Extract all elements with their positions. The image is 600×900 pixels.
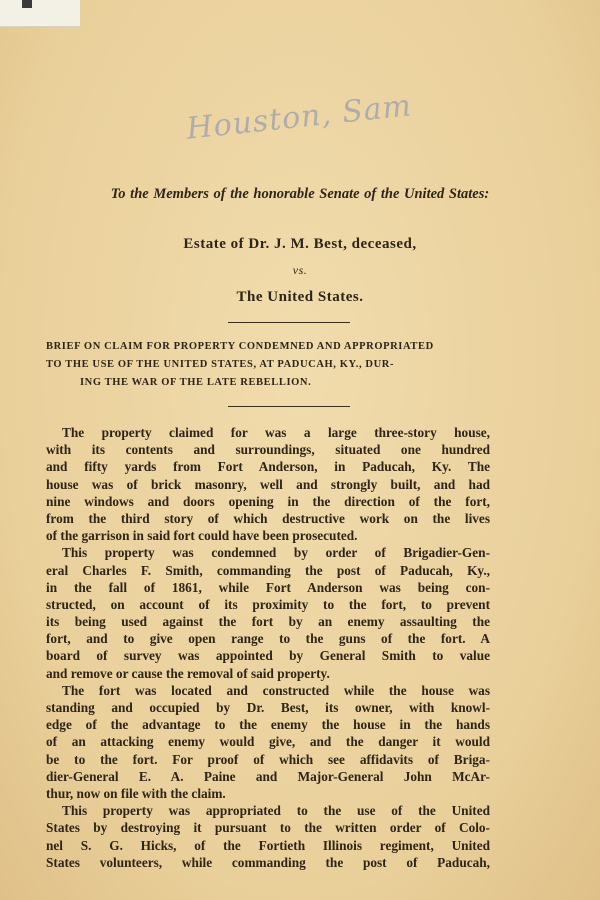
body-line: and fifty yards from Fort Anderson, in Paducah, Ky. The: [46, 459, 490, 475]
divider-rule-bottom: [228, 406, 350, 407]
body-line: States volunteers, while commanding the post of Paducah,: [46, 854, 490, 870]
salutation: To the Members of the honorable Senate of the United States:: [110, 186, 490, 202]
body-line: This property was appropriated to the use of the United: [62, 803, 490, 819]
body-line: This property was condemned by order of Brigadier-Gen-: [62, 545, 490, 561]
body-line: States by destroying it pursuant to the written order of Colo-: [46, 820, 490, 836]
body-line: nine windows and doors opening in the direction of the fort,: [46, 493, 490, 509]
body-line: edge of the advantage to the enemy the house in the hands: [46, 717, 490, 733]
body-line: of the garrison in said fort could have been prosecuted.: [46, 528, 358, 544]
body-line: of an attacking enemy would give, and the danger it would: [46, 734, 490, 750]
body-line: thur, now on file with the claim.: [46, 785, 226, 801]
handwritten-annotation: Houston, Sam: [184, 88, 414, 147]
body-line: in the fall of 1861, while Fort Anderson was being con-: [46, 579, 490, 595]
corner-mark: [22, 0, 32, 8]
brief-line: BRIEF ON CLAIM FOR PROPERTY CONDEMNED AND APPROPRIATED: [46, 341, 434, 352]
body-line: board of survey was appointed by General Smith to value: [46, 648, 490, 664]
body-line: be to the fort. For proof of which see affidavits of Briga-: [46, 751, 490, 767]
body-line: its being used against the fort by an enemy assaulting the: [46, 614, 490, 630]
body-line: house was of brick masonry, well and strongly built, and had: [46, 476, 490, 492]
divider-rule-top: [228, 322, 350, 323]
body-line: The property claimed for was a large three-story house,: [62, 425, 490, 440]
body-line: standing and occupied by Dr. Best, its owner, with knowl-: [46, 700, 490, 715]
body-line: and remove or cause the removal of said property.: [46, 665, 330, 681]
body-line: eral Charles F. Smith, commanding the post of Paducah, Ky.,: [46, 562, 490, 578]
case-title-versus: vs.: [292, 263, 308, 277]
body-line: fort, and to give open range to the guns of the fort. A: [46, 631, 490, 647]
body-line: The fort was located and constructed while the house was: [62, 682, 490, 698]
body-line: with its contents and surroundings, situated one hundred: [46, 442, 490, 458]
body-line: from the third story of which destructive work on the lives: [46, 510, 490, 526]
body-line: dier-General E. A. Paine and Major-General John McAr-: [46, 768, 490, 784]
body-text: [46, 424, 490, 871]
brief-heading: [46, 338, 492, 392]
case-title-defendant: The United States.: [236, 289, 364, 305]
case-title-estate: Estate of Dr. J. M. Best, deceased,: [183, 236, 417, 252]
body-line: nel S. G. Hicks, of the Fortieth Illinois regiment, United: [46, 837, 490, 853]
page-corner-tab: [0, 0, 80, 27]
brief-line: TO THE USE OF THE UNITED STATES, AT PADUCAH, KY., DUR-: [46, 359, 395, 370]
brief-line: ING THE WAR OF THE LATE REBELLION.: [80, 377, 312, 388]
body-line: structed, on account of its proximity to the fort, to prevent: [46, 596, 490, 612]
